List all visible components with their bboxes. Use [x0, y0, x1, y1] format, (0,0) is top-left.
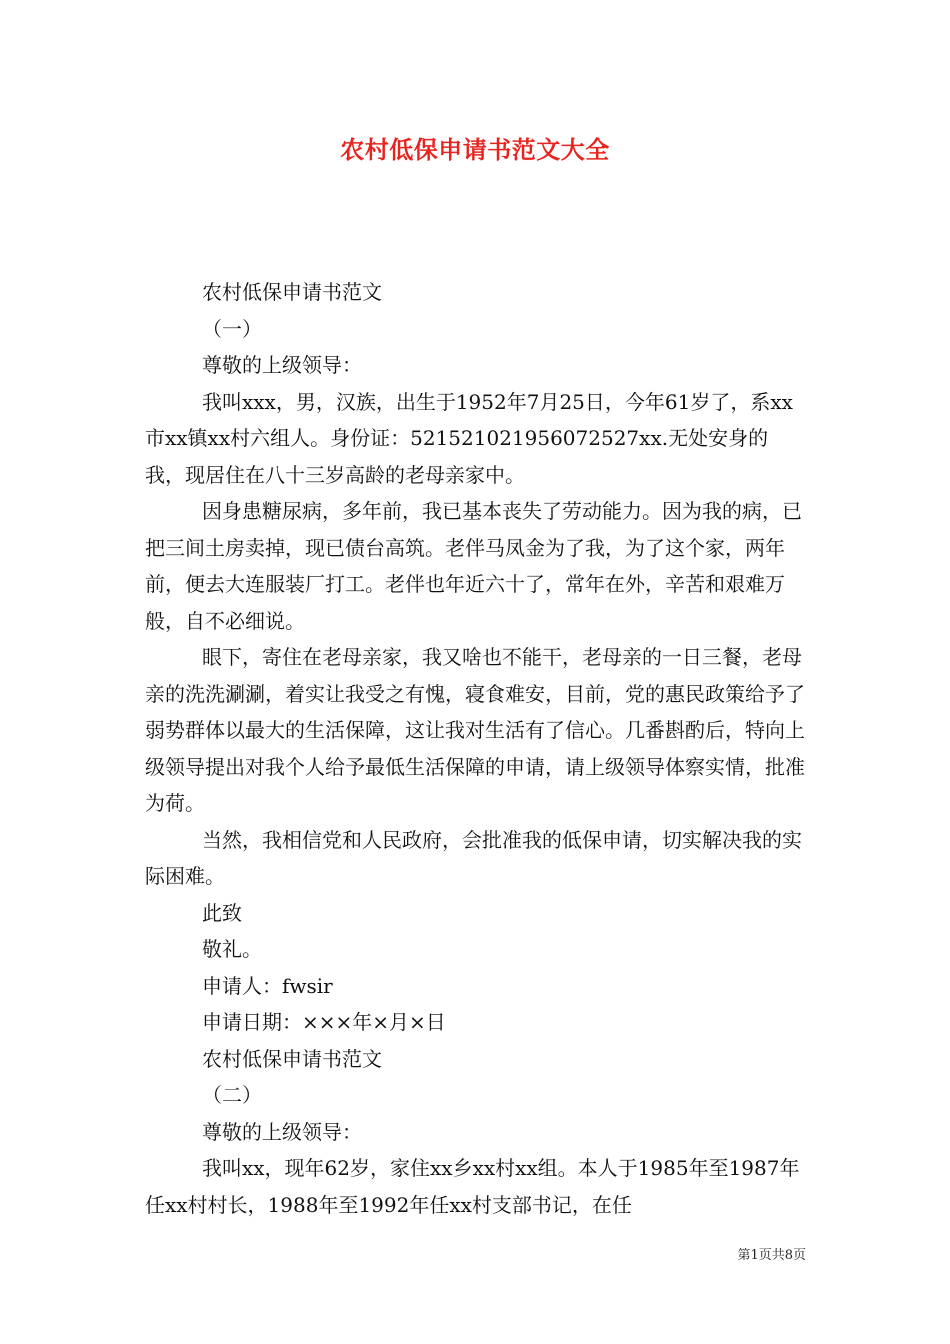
paragraph: 眼下，寄住在老母亲家，我又啥也不能干，老母亲的一日三餐，老母亲的洗洗涮涮，着实让我受之有愧，寝食难安，目前，党的惠民政策给予了弱势群体以最大的生活保障，这让我对生活有了信心。几番斟酌后，特向上级领导提出对我个人给予最低生活保障的申请，请上级领导体察实情，批准为荷。: [145, 645, 805, 815]
salutation: 尊敬的上级领导：: [202, 353, 362, 377]
paragraph: 当然，我相信党和人民政府，会批准我的低保申请，切实解决我的实际困难。: [145, 827, 802, 888]
paragraph: 我叫xxx，男，汉族，出生于1952年7月25日，今年61岁了，系xx市xx镇xx村六组人。身份证：52152102195607252​7xx.无处安身的我，现居住在八十三岁高龄的老母亲家中。: [145, 389, 793, 487]
date-line: 申请日期：×××年×月×日: [202, 1010, 446, 1034]
closing-line: 此致: [202, 900, 242, 925]
section-heading: 农村低保申请书范文: [202, 1046, 382, 1071]
applicant-line: 申请人：fwsir: [202, 973, 333, 998]
section-number: （二）: [202, 1083, 262, 1107]
section-number: （一）: [202, 316, 262, 341]
salutation: 尊敬的上级领导：: [202, 1119, 362, 1144]
paragraph: 因身患糖尿病，多年前，我已基本丧失了劳动能力。因为我的病，已把三间土房卖掉，现已债台高筑。老伴马凤金为了我，为了这个家，两年前，便去大连服装厂打工。老伴也年近六十了，常年在外，辛苦和艰难万般，自不必细说。: [145, 499, 802, 633]
document-title: 农村低保申请书范文大全: [340, 135, 610, 164]
paragraph: 我叫xx，现年62岁，家住xx乡xx村xx组。本人于1985年至1987年任xx村村长，1988年至1992年任xx村支部书记，在任: [145, 1156, 800, 1217]
closing-line: 敬礼。: [202, 937, 262, 961]
section-heading: 农村低保申请书范文: [202, 280, 382, 304]
page-footer: 第1页共8页: [737, 1248, 806, 1263]
document-body: [145, 274, 807, 1223]
